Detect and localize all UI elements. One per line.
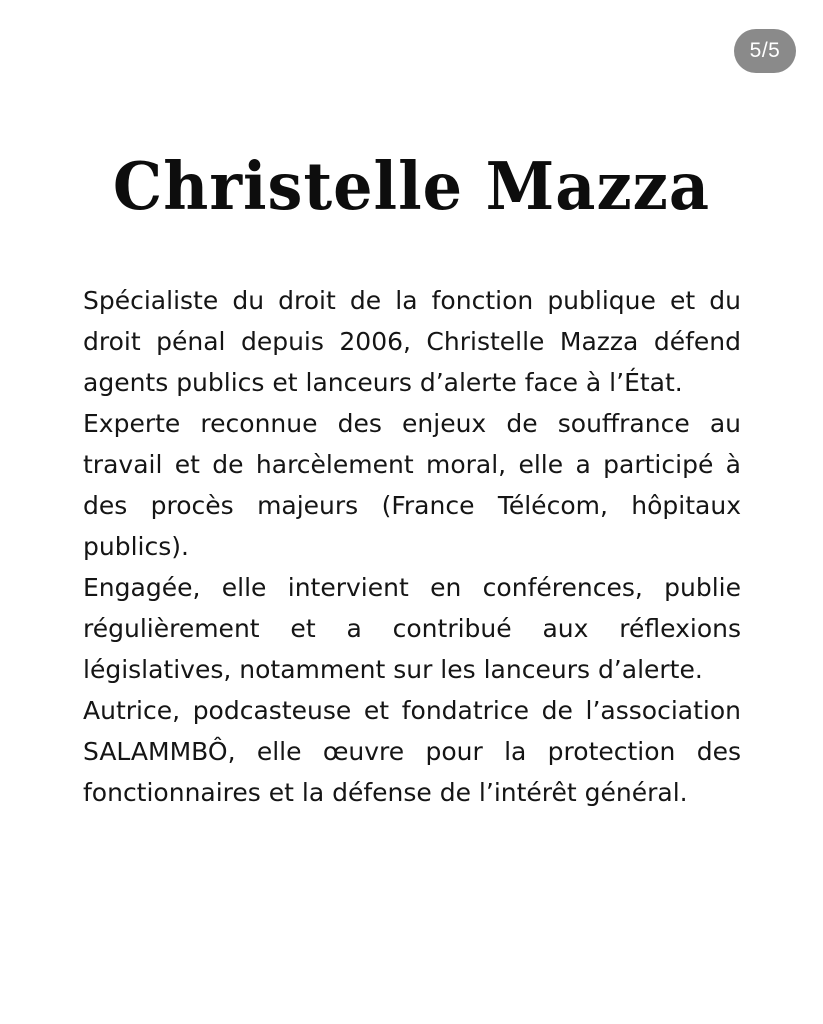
bio-paragraph-2: Experte reconnue des enjeux de souffrance au travail et de harcèlement moral, elle a participé à des procès majeurs (France Télécom, hôpitaux publics). <box>83 409 741 561</box>
bio-paragraph-1: Spécialiste du droit de la fonction publique et du droit pénal depuis 2006, Christelle Mazza défend agents publics et lanceurs d’alerte face à l’État. <box>83 286 741 397</box>
bio-paragraph-3: Engagée, elle intervient en conférences, publie régulièrement et a contribué aux réflexions législatives, notamment sur les lanceurs d’alerte. <box>83 573 741 684</box>
profile-name-heading: Christelle Mazza <box>112 148 711 225</box>
profile-bio <box>83 280 741 813</box>
bio-paragraph-4: Autrice, podcasteuse et fondatrice de l’association SALAMMBÔ, elle œuvre pour la protection des fonctionnaires et la défense de l’intérêt général. <box>83 696 741 807</box>
slide-page-indicator: 5/5 <box>734 29 796 73</box>
